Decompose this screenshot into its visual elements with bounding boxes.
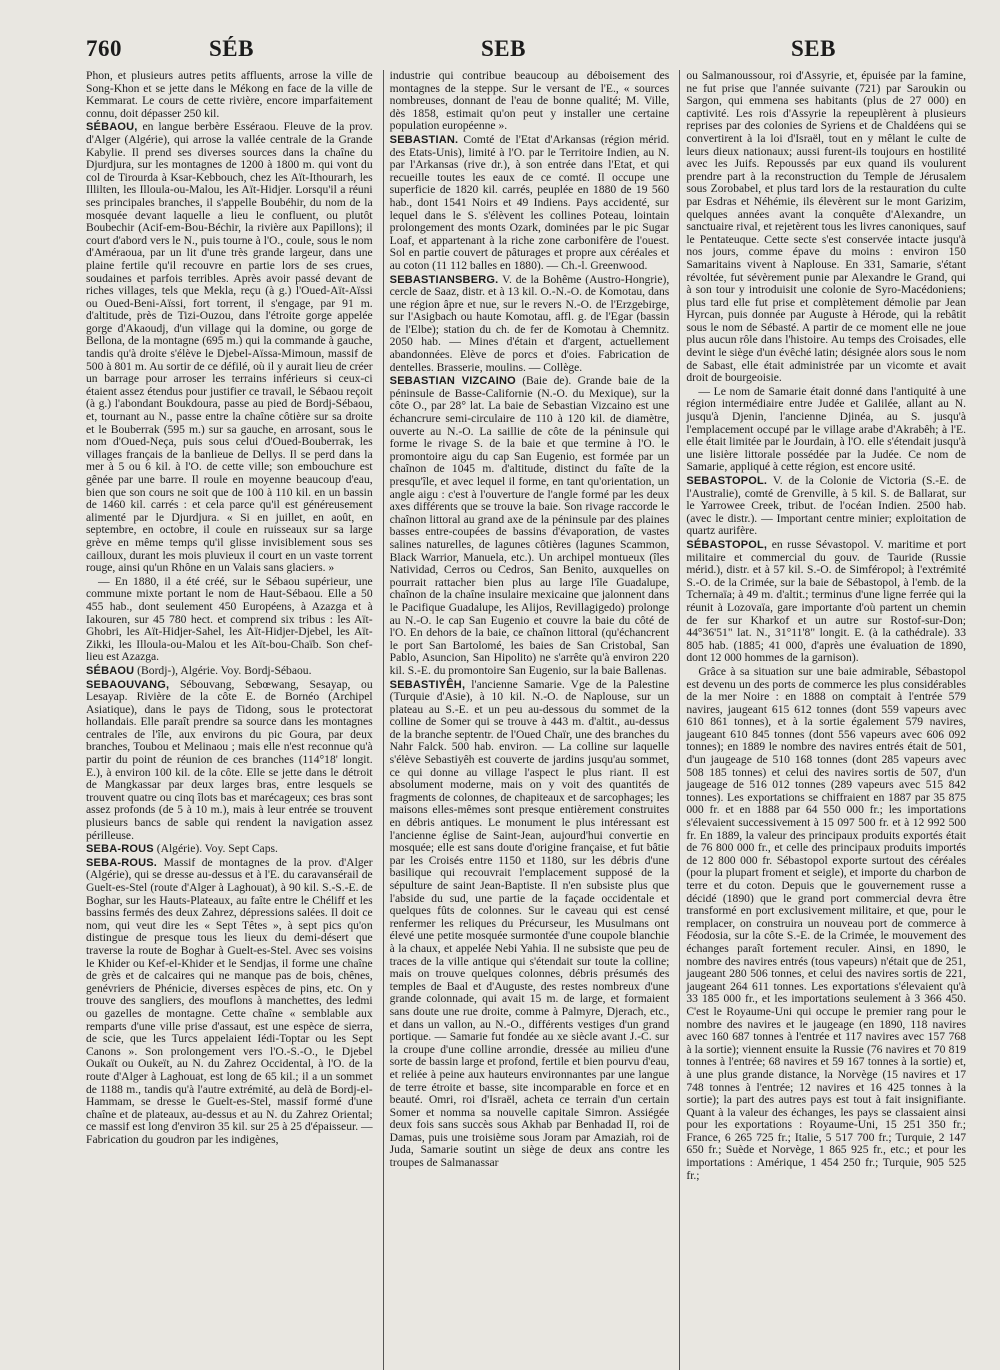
entry-text: V. de la Colonie de Victoria (S.-E. de l'Australie), comté de Grenville, à 5 kil. S. de Ballarat, sur le Yarrowee Creek, tribut. de l'océan Indien. 2500 hab. (avec le distr.). — Important centre minier; exploitation de quartz aurifère. xyxy=(686,474,966,538)
entry-text: ou Salmanoussour, roi d'Assyrie, et, épuisée par la famine, ne fut prise que l'année suivante (721) par Saroukin ou Sargon, qui emmena ses habitants (plus de 27 000) en captivité. Les rois d'Assyrie la repeuplèrent à plusieurs reprises par des colonies de Syriens et de Chaldéens qui se convertirent à la loi d'Israël, tout en y mêlant le culte de leurs dieux nationaux; aussi furent-ils toujours en hostilité avec les Juifs. Repoussés par eux quand ils voulurent prendre part à la reconstruction du Temple de Jérusalem sous Zorobabel, et plus tard lors de la restauration du culte par Esdras et Néhémie, ils élevèrent sur le mont Garizim, quelques années avant la conquête d'Alexandre, un sanctuaire rival, et rejetèrent tous les livres canoniques, sauf le Pentateuque. Cette secte s'est conservée intacte jusqu'à nos jours, comme épave du moins : environ 150 Samaritains vivent à Naplouse. En 331, Samarie, s'étant révoltée, fut sévèrement punie par Alexandre le Grand, qui à son tour y introduisit une colonie de Syro-Macédoniens; plus tard elle fut prise et complètement démolie par Jean Hyrcan, puis donnée par Auguste à Hérode, qui la rebâtit sous le nom de Sébasté. A partir de ce moment elle ne joue plus aucun rôle dans l'histoire. Au temps des Croisades, elle devint le siège d'un évêché latin; désignée alors sous le nom de Sabast, elle était administrée par un vicomte et avait droit de bourgeoisie. xyxy=(686,70,966,385)
dictionary-entry xyxy=(390,274,670,375)
entry-text: V. de la Bohême (Austro-Hongrie), cercle de Saaz, distr. et à 13 kil. O.-N.-O. de Komotau, dans une région âpre et nue, sur le revers N.-O. de l'Erzgebirge, sur l'Asigbach ou haute Komotau, affl. g. de l'Egar (bassin de l'Elbe); station du ch. de fer de Komotau à Chemnitz. 2050 hab. — Mines d'étain et d'argent, actuellement abandonnées. Elève de porcs et d'oies. Fabrication de dentelles. Brasserie, moulins. — Collège. xyxy=(389,272,670,374)
entry-text: (Algérie). Voy. Sept Caps. xyxy=(156,842,278,856)
running-head-right: SEB xyxy=(791,36,836,61)
dictionary-entry xyxy=(686,475,966,538)
entry-paragraph xyxy=(686,70,966,385)
entry-paragraph xyxy=(686,386,966,474)
entry-headword: SÉBAOU, xyxy=(86,121,138,134)
dictionary-entry xyxy=(86,665,373,678)
page-header xyxy=(86,32,966,70)
entry-text: Phon, et plusieurs autres petits affluents, arrose la ville de Song-Khon et se jette dans le Mékong en face de la ville de Kemmarat. Le cours de cette rivière, encore imparfaitement connu, doit dépasser 250 kil. xyxy=(86,70,373,120)
dictionary-entry xyxy=(390,679,670,1170)
dictionary-entry xyxy=(686,539,966,665)
dictionary-entry xyxy=(86,121,373,574)
entry-headword: SÉBAOU xyxy=(86,664,135,677)
entry-headword: SEBASTIYÊH, xyxy=(389,678,466,691)
entry-headword: SEBASTIAN. xyxy=(389,133,459,146)
entry-headword: SEBA-ROUS. xyxy=(86,856,158,869)
running-head-left: SÉB xyxy=(209,36,254,61)
column-3 xyxy=(679,70,966,1370)
dictionary-entry xyxy=(86,843,373,856)
entry-headword: SEBASTOPOL. xyxy=(686,475,768,487)
entry-text: — En 1880, il a été créé, sur le Sébaou supérieur, une commune mixte portant le nom de Haut-Sébaou. Elle a 50 455 hab., dont seulement 450 Européens, à Azazga et à Iakouren, sur 45 780 hect. et comprend six tribus : les Aït-Ghobri, les Aït-Hidjer-Sahel, les Aït-Hidjer-Djebel, les Aït-Zikki, les Illoula-ou-Malou et les Aït-bou-Chaïb. Son chef-lieu est Azazga. xyxy=(86,574,373,664)
entry-text: Comté de l'Etat d'Arkansas (région mérid. des Etats-Unis), limité à l'O. par le Territoire Indien, au N. par l'Arkansas (rive dr.), à son entrée dans l'Etat, et qui recueille toutes les eaux de ce comté. Il occupe une superficie de 1820 kil. carrés, peuplée en 1880 de 19 560 hab., dont 1541 Noirs et 49 Indiens. Pays accidenté, sur lequel dans le S. s'élèvent les collines Poteau, lointain prolongement des monts Ozark, dominées par le pic Sugar Loaf, et appartenant à la riche zone carbonifère de l'ouest. Sol en partie couvert de pâturages et propre aux céréales et au coton (11 112 balles en 1880). — Ch.-l. Greenwood. xyxy=(389,132,670,272)
entry-paragraph xyxy=(86,70,373,120)
dictionary-entry xyxy=(390,375,670,677)
column-1 xyxy=(86,70,373,1370)
entry-paragraph xyxy=(686,666,966,1182)
entry-headword: SEBA-ROUS xyxy=(86,843,154,856)
entry-text: en langue berbère Esséraou. Fleuve de la prov. d'Alger (Algérie), qui arrose la vallée centrale de la Grande Kabylie. Il prend ses diverses sources dans la chaîne du Djurdjura, sur les montagnes de 1200 à 1800 m. qui vont du col de Tirourda à Ksar-Kebbouch, chez les Aït-Ithourагh, les Illilten, les Illoula-ou-Malou, les Aït-Hidjer. Lorsqu'il a réuni ses principales branches, il s'appelle Boubéhir, du nom de la mosquée devant laquelle a lieu le confluent, ou plutôt Boubechir (Acif-em-Bou-Béchir, la rivière aux Papillons); il court d'abord vers le N., puis tourne à l'O., coule, sous le nom d'Améraoua, par un lit d'une très grande largeur, dans une plaine fertile qu'il recouvre en partie lors de ses crues, soudaines et parfois terribles. Après avoir passé devant de riches villages, tels que Mekla, reçu (à g.) l'Oued-Aït-Aïssi ou Oued-Beni-Aïssi, fort torrent, il s'engage, par 91 m. d'altitude, près de Tizi-Ouzou, dans l'étroite gorge appelée gorge d'Akaoudj, d'un village qui la domine, ou gorge de Bellona, de la montagne (695 m.) qui la commande à gauche, tandis qu'à droite s'élève le Djebel-Aïssa-Mimoun, massif de 500 à 801 m. Au sortir de ce défilé, où il y aurait lieu de créer un barrage pour arroser les terrains inférieurs si ceux-ci étaient assez étendus pour justifier ce travail, le Sébaou reçoit (à g.) l'abondant Boukdoura, passe au pied de Bordj-Sébaou, et, tournant au N., passe entre la chaîne côtière sur sa droite et le Bouberrak (595 m.) sur sa gauche, en arrosant, sous le nom d'Oued-Neça, puis sous celui d'Oued-Bouberrak, les villages français de la banlieue de Dellys. Il se perd dans la mer à 5 ou 6 kil. à l'O. de cette ville; son embouchure est gênée par une barre. Il roule en moyenne beaucoup d'eau, bien que son cours ne soit que de 100 à 110 kil. en un bassin de 1460 kil. carrés : et cela parce qu'il est généreusement alimenté par le Djurdjura. « Si en juillet, en août, en septembre, en octobre, il coule en ruisseaux sur sa large grève en même temps qu'il glisse invisiblement sous ses cailloux, durant les mois pluvieux il court en un vaste torrent rouge, ainsi qu'un Rhône en un Valais sans glaciers. » xyxy=(86,120,373,575)
running-head-center: SEB xyxy=(481,36,526,61)
entry-text: (Bordj-), Algérie. Voy. Bordj-Sébaou. xyxy=(137,663,312,677)
entry-text: Sébouvang, Sebœwang, Sesayap, ou Lesayap. Rivière de la côte E. de Bornéo (Archipel Asiatique), dans le pays de Tidong, sous le protectorat hollandais. Elle paraît prendre sa source dans les montagnes centrales de l'île, aux environs du pic Goura, par deux branches, Toubou et Melinaou ; mais elle n'est reconnue qu'à partir du point de réunion de ces branches (114°18' longit. E.), à environ 100 kil. de la côte. Elle se jette dans le détroit de Mangkassar par deux larges bras, entre lesquels se trouvent quatre ou cinq îlots bas et marécageux; ces bras sont assez profonds (de 5 à 10 m.), mais à leur entrée se trouvent plusieurs bancs de sable qui rendent la navigation assez périlleuse. xyxy=(86,677,373,842)
text-columns xyxy=(86,70,966,1370)
dictionary-entry xyxy=(86,679,373,843)
entry-text: — Le nom de Samarie était donné dans l'antiquité à une région intermédiaire entre Judée et Galilée, allant au N. jusqu'à Djenin, l'ancienne Djinéa, au S. jusqu'à l'emplacement occupé par le village arabe d'Akrabêh; à l'E. elle était limitée par le Jourdain, à l'O. elle s'étendait jusqu'à une lisière littorale possédée par la Judée. Ce nom de Samarie, appliqué à cette région, est encore usité. xyxy=(686,384,966,474)
entry-headword: SEBASTIAN VIZCAINO xyxy=(389,375,516,388)
dictionary-entry xyxy=(390,134,670,273)
column-2 xyxy=(383,70,670,1370)
entry-text: en russe Sévastopol. V. maritime et port militaire et commercial du gouv. de Tauride (Russie mérid.), distr. et à 57 kil. S.-O. de Simféropol; à l'extrémité S.-O. de la Crimée, sur la baie de Sébastopol, à l'emb. de la Tchernaïa; à 49 m. d'altit.; terminus d'une ligne ferrée qui la réunit à Lozovaïa, gare importante d'où partent un chemin de fer sur Kharkof et un autre sur Rostof-sur-Don; 44°36'51" lat. N., 31°11'8" longit. E. (à la cathédrale). 33 805 hab. (1885; 41 000, d'après une évaluation de 1890, dont 12 000 hommes de la garnison). xyxy=(686,537,966,665)
entry-text: Grâce à sa situation sur une baie admirable, Sébastopol est devenu un des ports de commerce les plus considérables de la mer Noire : en 1888 on comptait à l'entrée 579 navires, jaugeant 615 612 tonnes (dont 559 vapeurs avec 610 861 tonnes), et à la sortie également 579 navires, jaugeant 610 845 tonnes (dont 556 vapeurs avec 606 092 tonnes); en 1889 le nombre des navires entrés était de 501, d'un jaugeage de 510 168 tonnes (dont 285 vapeurs avec 508 185 tonnes) et celui des navires sortis de 507, d'un jaugeage de 516 012 tonnes (289 vapeurs avec 515 842 tonnes). Les exportations se chiffraient en 1887 par 35 875 000 fr. et en 1888 par 64 550 000 fr.; les importations s'élevaient successivement à 15 097 500 fr. et à 12 992 500 fr. En 1889, la valeur des principaux produits exportés était de 76 800 000 fr., et celle des principaux produits importés de 12 800 000 fr. Sébastopol exporte surtout des céréales (pour la plupart froment et seigle), et importe du charbon de terre et du coton. Depuis que le gouvernement russe a décidé (1890) que le grand port commercial devra être transformé en port exclusivement militaire, et que, pour le remplacer, on construira un nouveau port de commerce à Féodosia, sur la côte S.-E. de la Crimée, le mouvement des échanges paraît fortement reculer. Ainsi, en 1890, le nombre des navires entrés (tous vapeurs) n'était que de 251, jaugeant 280 506 tonnes, et celui des navires sortis de 221, jaugeant 264 611 tonnes. Les exportations s'élevaient qu'à 33 185 000 fr., et les importations seulement à 3 366 450. C'est le Royaume-Uni qui occupe le premier rang pour le nombre des navires et le jaugeage (en 1890, 118 navires avec 160 687 tonnes à l'entrée et 117 navires avec 157 768 à la sortie); viennent ensuite la Russie (76 navires et 70 819 tonnes à l'entrée; 68 navires et 59 167 tonnes à la sortie) et, à une plus grande distance, la Norvège (15 navires et 17 748 tonnes à l'entrée; 12 navires et 16 425 tonnes à la sortie); la part des autres pays est tout à fait insignifiante. Quant à la valeur des échanges, les pays se classaient ainsi pour les exportations : Royaume-Uni, 15 251 350 fr.; France, 6 265 725 fr.; Italie, 5 517 700 fr.; Turquie, 2 147 650 fr.; Suède et Norvège, 1 865 925 fr., etc.; et pour les importations : Amérique, 1 454 250 fr.; Turquie, 905 525 fr.; xyxy=(686,664,966,1182)
entry-text: (Baie de). Grande baie de la péninsule de Basse-Californie (N.-O. du Mexique), sur la côte O., par 28° lat. La baie de Sebastian Vizcaino est une échancrure semi-circulaire de 110 à 120 kil. de diamètre, ouverte au N.-O. La saillie de côte de la péninsule qui forme le rivage S. de la baie et que termine à l'O. le promontoire aigu du cap San Eugenio, est formée par un chaînon de 1045 m. d'altitude, distinct du faîte de la presqu'île, et avec lequel il forme, en tant qu'orientation, un angle aigu : c'est à l'ouverture de l'angle formé par les deux axes différents que se trouve la baie. Son rivage raccorde le chaînon littoral au grand axe de la péninsule par des plaines basses entre-coupées de bassins d'évaporation, de vastes salines naturelles, de lagunes côtières (lagunes Scammon, Black Warrior, Manuela, etc.). Un archipel montueux (îles Natividad, Cerros ou Cedros, San Benito, auxquelles on pourrait rattacher bien plus au large l'île Guadalupe, chaînon de la chaîne insulaire mexicaine que jalonnent dans le Pacifique Guadalupe, les Alijos, Revillagigedo) prolonge au N.-O. le cap San Eugenio et couvre la baie du côté de l'O. En dehors de la baie, ce chaînon littoral (qu'échancrent le port San Bartolomé, les baies de San Cristobal, San Pablo, Asuncion, San Hipolito) ne s'arrête qu'à environ 220 kil. S.-E. du promontoire San Eugenio, sur la baie Ballenas. xyxy=(389,374,670,677)
entry-text: industrie qui contribue beaucoup au déboisement des montagnes de la steppe. Sur le versant de l'E., « sources nombreuses, donnant de l'eau de bonne qualité; M. Ville, dès 1858, estimait qu'on peut y installer une certaine population européenne ». xyxy=(389,70,670,133)
entry-paragraph xyxy=(86,576,373,664)
dictionary-entry xyxy=(86,857,373,1147)
entry-text: l'ancienne Samarie. Vge de la Palestine (Turquie d'Asie), à 10 kil. N.-O. de Naplouse, sur un plateau au S.-E. et un peu au-dessous du sommet de la colline de Somer qui se trouve à 443 m. d'altit., au-dessus de la branche septentr. de l'Oued Chaïr, une des branches du Nahr Falck. 500 hab. environ. — La colline sur laquelle s'élève Sebastiyêh est couverte de jardins jusqu'au sommet, ce qui donne au village l'aspect le plus riant. Il est absolument moderne, mais on y voit des quantités de fragments de colonnes, de chapiteaux et de sarcophages; les maisons elles-mêmes sont presque entièrement construites en débris antiques. Le monument le plus intéressant est l'ancienne église de Saint-Jean, aujourd'hui convertie en mosquée; elle est sans doute d'origine française, et fut bâtie par les Croisés entre 1150 et 1180, sur les débris d'une basilique qui recouvrait l'emplacement supposé de la sépulture de saint Jean-Baptiste. Il n'en subsiste plus que l'abside du sud, une partie de la façade occidentale et quelques fûts de colonnes. Sur le caveau qui est censé renfermer les reliques du Précurseur, les Musulmans ont élevé une petite mosquée surmontée d'une coupole blanchie à la chaux, et appelée Nebi Yahia. Il ne subsiste que peu de traces de la ville antique qui s'étendait sur toute la colline; mais on trouve quelques colonnes, débris présumés des temples de Baal et d'Auguste, des restes nombreux d'une grande colonnade, qui avait 15 m. de large, et formaient sans doute une rue droite, comme à Palmyre, Djerach, etc., et dans un vallon, au N.-O., différents vestiges d'un grand portique. — Samarie fut fondée au xe siècle avant J.-C. sur la croupe d'une colline arrondie, dressée au milieu d'une sorte de bassin large et profond, fertile et bien pourvu d'eau, et reliée à peine aux hauteurs environnantes par une langue de terre étroite et basse, site incomparable en force et en beauté. Omri, roi d'Israël, acheta ce terrain d'un certain Somer et nomma sa nouvelle capitale Simron. Assiégée deux fois sans succès sous Akhab par Benhadad II, roi de Damas, puis une troisième sous Joram par Amaziah, roi de Juda, Samarie soutint un siège de deux ans contre les troupes de Salmanassar xyxy=(389,677,670,1170)
entry-headword: SEBASTIANSBERG. xyxy=(389,273,499,286)
entry-headword: SÉBASTOPOL, xyxy=(686,538,768,551)
entry-text: Massif de montagnes de la prov. d'Alger (Algérie), qui se dresse au-dessus et à l'E. du caravansérail de Guelt-es-Stel (route d'Alger à Laghouat), à 90 kil. S.-S.-E. de Boghar, sur les Hauts-Plateaux, au faîte entre le Chéliff et les bassins fermés des deux Zahrez, dépressions salées. Il doit ce nom, qui veut dire les « Sept Têtes », à sept pics qu'on distingue de presque tous les lieux du demi-désert que traverse la route de Boghar à Guelt-es-Stel. Avec ses voisins le Khider ou Kef-el-Khider et le Sendjas, il forme une chaîne de grès et de calcaires qui ne manque pas de bois, chênes, genévriers de Phénicie, diverses espèces de pins, etc. On y trouve des sangliers, des mouflons à manchettes, des ledmi ou gazelles de montagne. Cette chaîne « semblable aux remparts d'une ville prise d'assaut, est une espèce de sierra, de scie, que les Turcs appelaient Iédi-Toptar ou les Sept Canons ». Son prolongement vers l'O.-S.-O., le Djebel Oukaït ou Oukeït, au N. du Zahrez Occidental, à l'O. de la route d'Alger à Laghouat, est long de 65 kil.; il a un sommet de 1188 m., tandis qu'à l'autre extrémité, au delà de Bordj-el-Hammam, se dresse le Guelt-es-Stel, massif formé d'une chaîne et de plateaux, au-dessus et au N. du Zahrez Oriental; ce massif est long d'environ 35 kil. sur 25 à 25 d'épaisseur. — Fabrication du goudron par les indigènes, xyxy=(86,855,373,1146)
page-number: 760 xyxy=(86,36,122,61)
entry-paragraph xyxy=(390,70,670,133)
entry-headword: SEBAOUVANG, xyxy=(86,678,170,691)
